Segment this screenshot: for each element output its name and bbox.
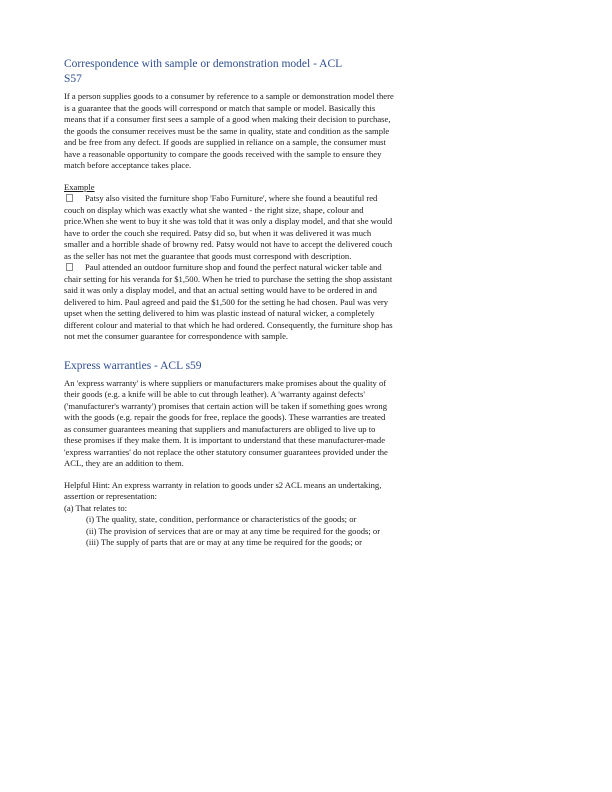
list-item-i: (i) The quality, state, condition, performance or characteristics of the goods; or: [86, 514, 357, 524]
example-label: [64, 182, 394, 194]
list-item-ii: (ii) The provision of services that are or may at any time be required for the goods; or: [86, 525, 381, 536]
list-item-iii: (iii) The supply of parts that are or may at any time be required for the goods; or: [86, 537, 362, 547]
heading-line-1: Correspondence with sample or demonstration model - ACL: [64, 58, 343, 70]
section-heading-correspondence: [64, 57, 394, 87]
section-heading-express-warranties: Express warranties - ACL s59: [64, 359, 202, 372]
example-patsy: [64, 193, 394, 262]
helpful-hint: Helpful Hint: An express warranty in relation to goods under s2 ACL means an undertaking, assertion or representation:: [64, 479, 382, 501]
example-paul-text: Paul attended an outdoor furniture shop and found the perfect natural wicker table and chair setting for his veranda for $1,500. When he tried to purchase the setting the shop assistant said it was only a display model, and that an actual setting would have to be ordered in and delivered to him. Paul agreed and paid the $1,500 for the setting he had chosen. Paul was very upset when the setting delivered to him was plastic instead of natural wicker, a completely different colour and material to that which he had ordered. Consequently, the furniture shop has not met the consumer guarantee for correspondence with sample.: [64, 262, 393, 341]
heading-line-2: S57: [64, 73, 82, 85]
example-paul: [64, 262, 394, 343]
list-item-a: (a) That relates to:: [64, 502, 128, 513]
example-label-text: Example: [64, 181, 95, 192]
example-patsy-text: Patsy also visited the furniture shop 'Fabo Furniture', where she found a beautiful red couch on display which was exactly what she wanted - the right size, shape, colour and price.When she went to buy it she was told that it was only a display model, and that she would have to order the couch she required. Patsy did so, but when it was delivered it was much smaller and a horrible shade of browny red. Patsy would not have to accept the delivered couch as the seller has not met the guarantee that goods must correspond with description.: [64, 193, 393, 261]
checkbox-glyph-icon: [66, 263, 73, 271]
page-content: [64, 57, 394, 549]
checkbox-glyph-icon: [66, 194, 73, 202]
express-warranties-paragraph: An 'express warranty' is where suppliers or manufacturers make promises about the quality of their goods (e.g. a knife will be able to cut through leather). A 'warranty against defects' ('manufacturer's warranty') promises that certain action will be taken if something goes wrong with the goods (e.g. repair the goods for free, replace the goods). These warranties are treated as consumer guarantees meaning that suppliers and manufacturers are obliged to live up to these promises if they make them. It is important to understand that these manufacturer-made 'express warranties' do not replace the other statutory consumer guarantees provided under the ACL, they are an addition to them.: [64, 377, 388, 468]
correspondence-paragraph: If a person supplies goods to a consumer by reference to a sample or demonstration model there is a guarantee that the goods will correspond or match that sample or model. Basically this means that if a consumer first sees a sample of a good when making their decision to purchase, the goods the consumer receives must be the same in quality, state and condition as the sample and be free from any defect. If goods are supplied in reliance on a sample, the consumer must have a reasonable opportunity to compare the goods received with the sample to ensure they match before acceptance takes place.: [64, 91, 394, 170]
